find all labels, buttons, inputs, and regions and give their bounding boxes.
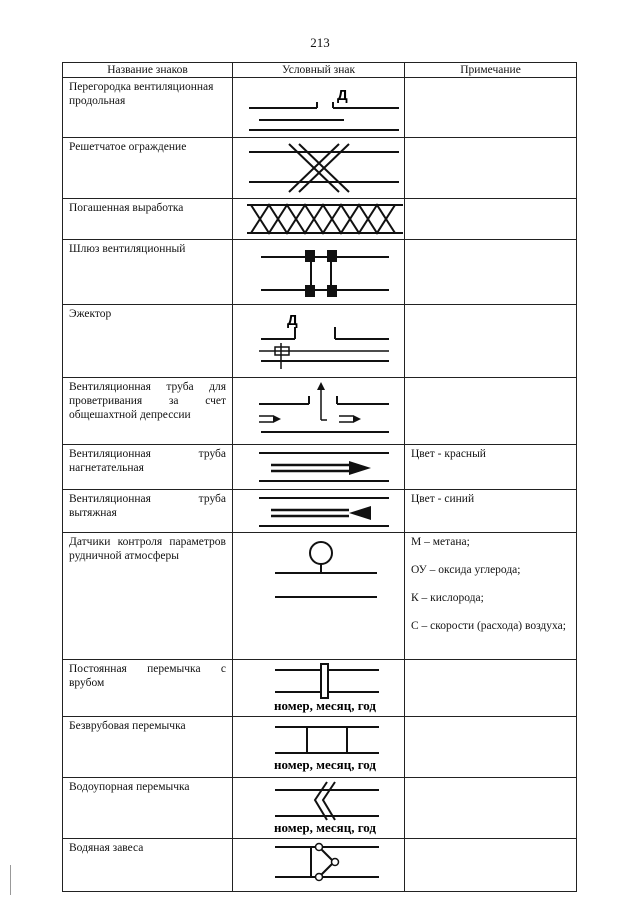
sluice-symbol	[239, 242, 411, 302]
table-row	[63, 490, 577, 533]
sign-note	[405, 378, 577, 445]
sign-symbol	[233, 717, 405, 778]
sign-note: Цвет - красный	[405, 445, 577, 490]
legend-table	[62, 62, 577, 892]
sign-note	[405, 839, 577, 892]
bulkhead-cut-symbol	[239, 662, 411, 714]
sign-symbol	[233, 445, 405, 490]
scan-edge-line	[10, 865, 11, 895]
table-row	[63, 717, 577, 778]
sign-name: Водоупорная перемычка	[63, 778, 233, 839]
pipe-exhaust-symbol	[239, 492, 411, 530]
partition-symbol	[239, 80, 411, 135]
sensor-symbol	[239, 535, 411, 657]
sign-symbol	[233, 78, 405, 138]
symbol-letter: Д	[287, 312, 298, 329]
sign-symbol	[233, 490, 405, 533]
page-number: 213	[310, 35, 330, 50]
note-line: М – метана;	[411, 536, 470, 548]
sign-name: Вентиляционная труба для проветривания за счет общешахтной депрессии	[63, 378, 233, 445]
sign-note	[405, 778, 577, 839]
table-row	[63, 660, 577, 717]
bulkhead-water-symbol	[239, 780, 411, 836]
table-row	[63, 240, 577, 305]
symbol-caption: номер, месяц, год	[274, 698, 376, 713]
sign-symbol	[233, 839, 405, 892]
pipe-depression-symbol	[239, 380, 411, 442]
note-line: С – скорости (расхода) воздуха;	[411, 620, 566, 632]
symbol-caption: номер, месяц, год	[274, 757, 376, 772]
table-row	[63, 305, 577, 378]
sign-name: Безврубовая перемычка	[63, 717, 233, 778]
sign-note: Цвет - синий	[405, 490, 577, 533]
table-row	[63, 138, 577, 199]
sign-note	[405, 138, 577, 199]
sign-symbol	[233, 778, 405, 839]
column-header-note: Примечание	[405, 63, 577, 78]
table-row	[63, 533, 577, 660]
sign-note	[405, 199, 577, 240]
sign-note	[405, 78, 577, 138]
note-line: К – кислорода;	[411, 592, 484, 604]
extinguished-working-symbol	[239, 201, 411, 237]
sign-note	[405, 660, 577, 717]
sign-symbol	[233, 378, 405, 445]
water-curtain-symbol	[239, 841, 411, 889]
table-row	[63, 378, 577, 445]
sign-note	[405, 240, 577, 305]
sign-name: Эжектор	[63, 305, 233, 378]
column-header-name: Название знаков	[63, 63, 233, 78]
sign-symbol	[233, 240, 405, 305]
table-row	[63, 839, 577, 892]
symbol-caption: номер, месяц, год	[274, 820, 376, 835]
sign-note	[405, 533, 577, 660]
column-header-symbol: Условный знак	[233, 63, 405, 78]
sign-symbol	[233, 199, 405, 240]
table-header-row	[63, 63, 577, 78]
sign-name: Перегородка вентиляционная продольная	[63, 78, 233, 138]
sign-note	[405, 717, 577, 778]
table-row	[63, 199, 577, 240]
sign-note	[405, 305, 577, 378]
sign-name: Вентиляционная труба нагнетательная	[63, 445, 233, 490]
sign-symbol	[233, 138, 405, 199]
lattice-symbol	[239, 140, 411, 196]
arrow-right-icon	[349, 461, 371, 475]
sign-name: Решетчатое ограждение	[63, 138, 233, 199]
sign-symbol	[233, 660, 405, 717]
sign-name: Шлюз вентиляционный	[63, 240, 233, 305]
sign-name: Вентиляционная труба вытяжная	[63, 490, 233, 533]
arrow-left-icon	[349, 506, 371, 520]
sign-symbol	[233, 305, 405, 378]
pipe-forcing-symbol	[239, 447, 411, 487]
ejector-symbol	[239, 307, 411, 375]
sign-name: Погашенная выработка	[63, 199, 233, 240]
bulkhead-nocut-symbol	[239, 719, 411, 775]
table-row	[63, 445, 577, 490]
sign-name: Датчики контроля параметров рудничной атмосферы	[63, 533, 233, 660]
symbol-letter: Д	[337, 87, 348, 104]
table-row	[63, 78, 577, 138]
sensor-icon	[310, 542, 332, 564]
sign-name: Постоянная перемычка с врубом	[63, 660, 233, 717]
sign-name: Водяная завеса	[63, 839, 233, 892]
note-line: ОУ – оксида углерода;	[411, 564, 521, 576]
table-row	[63, 778, 577, 839]
sign-symbol	[233, 533, 405, 660]
